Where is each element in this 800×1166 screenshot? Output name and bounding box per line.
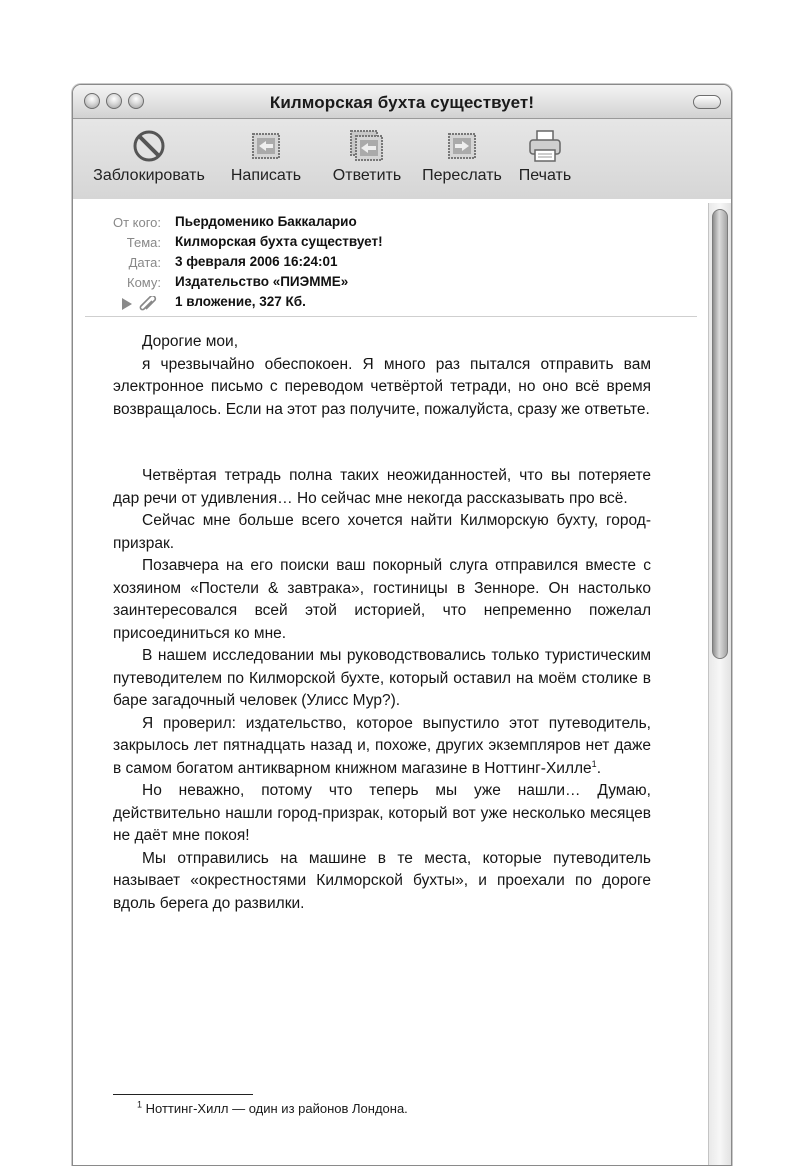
block-button[interactable] xyxy=(87,129,211,185)
window-title: Килморская бухта существует! xyxy=(269,93,535,112)
reply-button-label: Ответить xyxy=(332,167,402,184)
body-paragraph: я чрезвычайно обеспокоен. Я много раз пытался отправить вам электронное письмо с переводом четвёртой тетради, но оно всё время возвращалось. Если на этот раз получите, пожалуйста, сразу же ответьте. xyxy=(113,355,651,418)
body-paragraph: Дорогие мои, xyxy=(142,333,239,350)
to-value[interactable]: Издательство «ПИЭММЕ» xyxy=(175,274,349,289)
message-pane xyxy=(73,199,731,1165)
print-button-label: Печать xyxy=(518,167,572,184)
body-paragraph: Сейчас мне больше всего хочется найти Килморскую бухту, город-призрак. xyxy=(113,512,651,552)
compose-button-label: Написать xyxy=(230,167,302,184)
compose-button[interactable] xyxy=(223,129,309,185)
body-paragraph-end: . xyxy=(596,759,601,777)
body-paragraph-text: Я проверил: издательство, которое выпустило этот путеводитель, закрылось лет пятнадцать назад и, похоже, других экземпляров нет даже в самом богатом антикварном книжном магазине в Ноттинг-Хилле xyxy=(113,714,651,777)
attachment-disclosure-icon[interactable] xyxy=(122,296,160,312)
subject-label: Тема: xyxy=(126,235,161,250)
footnote-rule xyxy=(113,1094,253,1095)
body-paragraph: Но неважно, потому что теперь мы уже нашли… Думаю, действительно нашли город-призрак, который вот уже несколько месяцев не даёт мне покоя! xyxy=(113,782,651,844)
block-icon xyxy=(132,129,166,163)
header-divider xyxy=(85,316,697,317)
forward-button[interactable] xyxy=(417,129,507,185)
reply-button[interactable] xyxy=(327,129,407,185)
print-button[interactable] xyxy=(513,129,577,185)
block-button-label: Заблокировать xyxy=(93,167,205,184)
footnote xyxy=(137,1101,408,1116)
from-label: От кого: xyxy=(112,215,161,230)
vertical-scrollbar[interactable] xyxy=(708,203,731,1165)
title-bar[interactable] xyxy=(73,85,731,119)
message-body xyxy=(113,331,651,915)
to-label: Кому: xyxy=(127,275,161,290)
reply-icon xyxy=(349,129,385,163)
body-paragraph xyxy=(113,713,651,781)
subject-value: Килморская бухта существует! xyxy=(175,234,383,249)
body-paragraph: Четвёртая тетрадь полна таких неожиданностей, что вы потеряете дар речи от удивления… Но сейчас мне некогда рассказывать про всё. xyxy=(113,467,651,507)
forward-icon xyxy=(445,129,479,163)
footnote-text: Ноттинг-Хилл — один из районов Лондона. xyxy=(145,1101,408,1116)
toolbar-toggle-button[interactable] xyxy=(693,95,721,109)
date-value: 3 февраля 2006 16:24:01 xyxy=(175,254,338,269)
body-paragraph: В нашем исследовании мы руководствовались только туристическим путеводителем по Килморской бухте, который оставил на моём столике в баре загадочный человек (Улисс Мур?). xyxy=(113,647,651,709)
scrollbar-thumb[interactable] xyxy=(712,209,728,659)
footnote-number: 1 xyxy=(137,1099,143,1110)
mail-window xyxy=(72,84,732,1166)
toolbar xyxy=(73,119,731,200)
date-label: Дата: xyxy=(128,255,161,270)
forward-button-label: Переслать xyxy=(422,167,502,184)
body-paragraph: Мы отправились на машине в те места, которые путеводитель называет «окрестностями Килморской бухты», и проехали по дороге вдоль берега до развилки. xyxy=(113,849,651,912)
attachment-value[interactable]: 1 вложение, 327 Кб. xyxy=(175,294,306,309)
footnote-ref: 1 xyxy=(591,758,597,769)
printer-icon xyxy=(527,129,563,163)
compose-icon xyxy=(249,129,283,163)
body-paragraph: Позавчера на его поиски ваш покорный слуга отправился вместе с хозяином «Постели & завтрака», гостиницы в Зенноре. Он настолько заинтересовался всей этой историей, что непременно пожелал присоединиться ко мне. xyxy=(113,557,651,642)
from-value[interactable]: Пьердоменико Баккаларио xyxy=(175,214,357,229)
